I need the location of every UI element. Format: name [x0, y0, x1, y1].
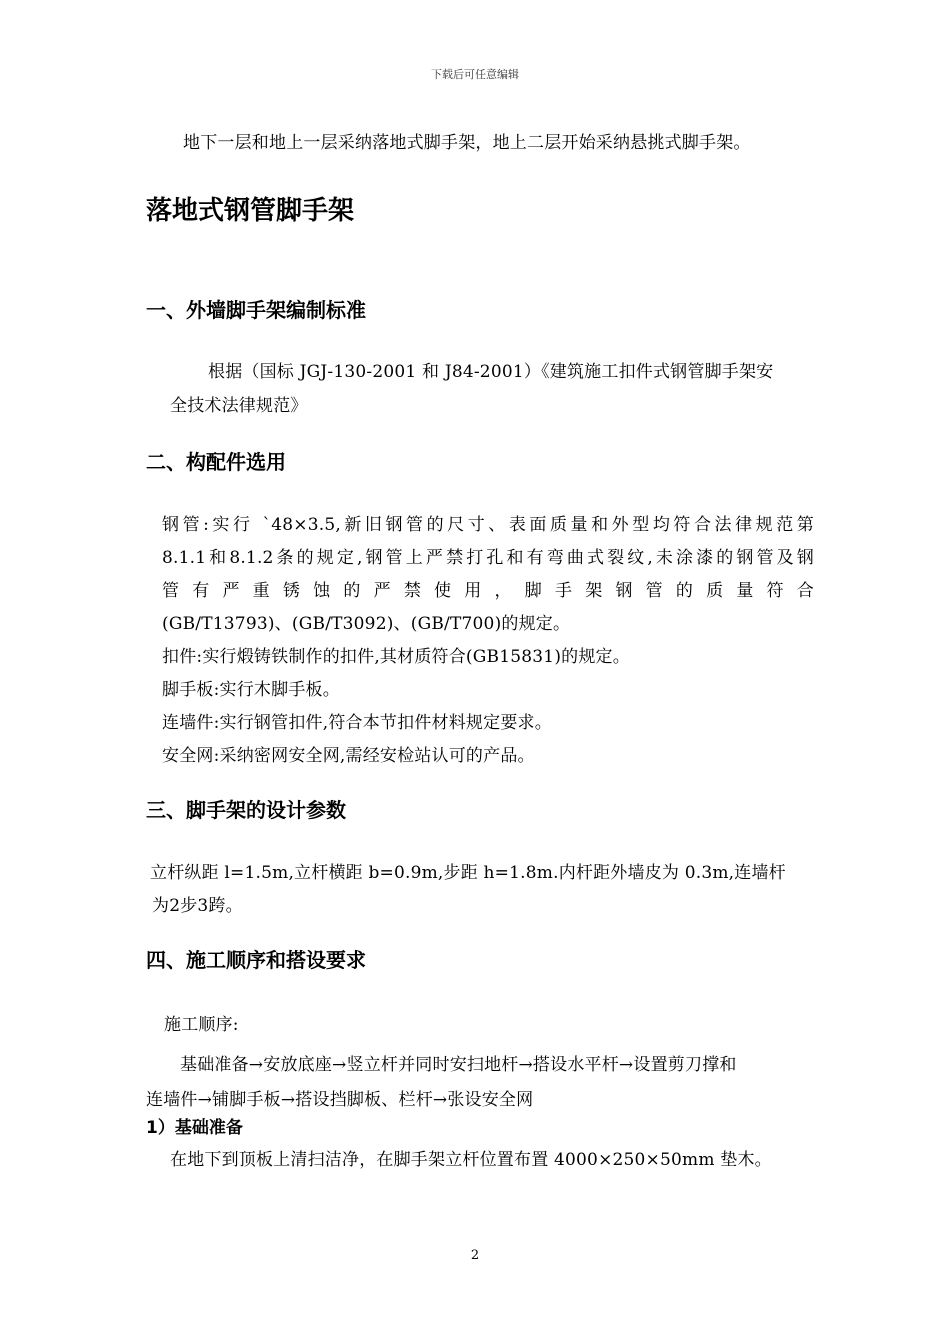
construction-order-label: 施工顺序: [164, 1015, 239, 1035]
section1-line-1: 根据（国标 JGJ-130-2001 和 J84-2001）《建筑施工扣件式钢管脚手架安 [208, 362, 774, 382]
section1-line-2: 全技术法律规范》 [170, 396, 308, 416]
section4-heading: 四、施工顺序和搭设要求 [146, 948, 366, 972]
section2-line-5: 扣件:实行煅铸铁制作的扣件,其材质符合(GB15831)的规定。 [162, 647, 630, 667]
page-header: 下载后可任意编辑 [431, 68, 519, 81]
section3-line-1: 立杆纵距 l=1.5m,立杆横距 b=0.9m,步距 h=1.8m.内杆距外墙皮为 0.3m,连墙杆 [150, 863, 786, 883]
section2-line-8: 安全网:采纳密网安全网,需经安检站认可的产品。 [162, 746, 535, 766]
subsection1-text: 在地下到顶板上清扫洁净，在脚手架立杆位置布置 4000×250×50mm 垫木。 [170, 1150, 772, 1170]
section3-line-2: 为2步3跨。 [152, 896, 243, 916]
page-number: 2 [470, 1248, 480, 1263]
section3-heading: 三、脚手架的设计参数 [146, 798, 346, 822]
construction-order-line-1: 基础准备→安放底座→竖立杆并同时安扫地杆→搭设水平杆→设置剪刀撑和 [180, 1055, 737, 1075]
subsection1-heading: 1）基础准备 [146, 1118, 243, 1138]
section2-heading: 二、构配件选用 [146, 450, 286, 474]
section2-line-4: (GB/T13793)、(GB/T3092)、(GB/T700)的规定。 [162, 614, 571, 634]
intro-paragraph: 地下一层和地上一层采纳落地式脚手架，地上二层开始采纳悬挑式脚手架。 [183, 133, 751, 153]
section2-line-1: 钢管:实行 `48×3.5,新旧钢管的尺寸、表面质量和外型均符合法律规范第 [162, 515, 814, 535]
document-title: 落地式钢管脚手架 [146, 196, 355, 226]
section2-line-2: 8.1.1和8.1.2条的规定,钢管上严禁打孔和有弯曲式裂纹,未涂漆的钢管及钢 [162, 548, 814, 568]
section2-line-7: 连墙件:实行钢管扣件,符合本节扣件材料规定要求。 [162, 713, 552, 733]
section2-line-6: 脚手板:实行木脚手板。 [162, 680, 340, 700]
section2-line-3: 管有严重锈蚀的严禁使用，脚手架钢管的质量符合 [162, 581, 814, 601]
section1-heading: 一、外墙脚手架编制标准 [146, 298, 366, 322]
construction-order-line-2: 连墙件→铺脚手板→搭设挡脚板、栏杆→张设安全网 [146, 1090, 534, 1110]
